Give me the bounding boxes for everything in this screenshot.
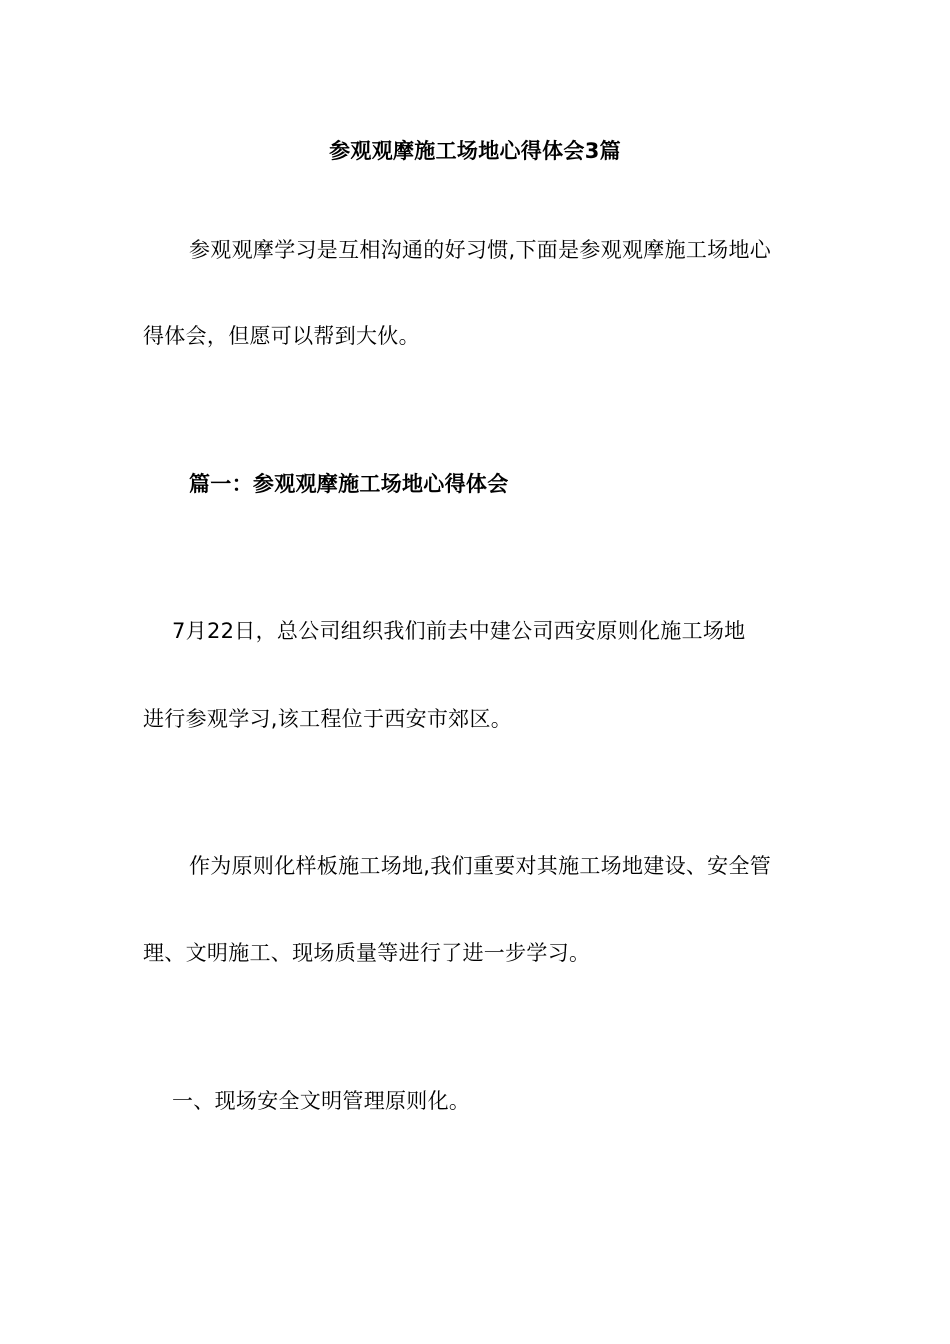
list-item-1: 一、现场安全文明管理原则化。 [172, 1089, 471, 1113]
paragraph-1-line-2: 进行参观学习,该工程位于西安市郊区。 [143, 707, 513, 731]
intro-line-1: 参观观摩学习是互相沟通的好习惯,下面是参观观摩施工场地心 [189, 238, 772, 262]
paragraph-1-line-1: 7月22日，总公司组织我们前去中建公司西安原则化施工场地 [172, 619, 746, 643]
paragraph-2-line-1: 作为原则化样板施工场地,我们重要对其施工场地建设、安全管 [189, 854, 772, 878]
intro-line-2: 得体会，但愿可以帮到大伙。 [143, 324, 420, 348]
document-title: 参观观摩施工场地心得体会3篇 [329, 139, 621, 163]
section-heading: 篇一：参观观摩施工场地心得体会 [189, 472, 509, 496]
paragraph-2-line-2: 理、文明施工、现场质量等进行了进一步学习。 [143, 941, 591, 965]
